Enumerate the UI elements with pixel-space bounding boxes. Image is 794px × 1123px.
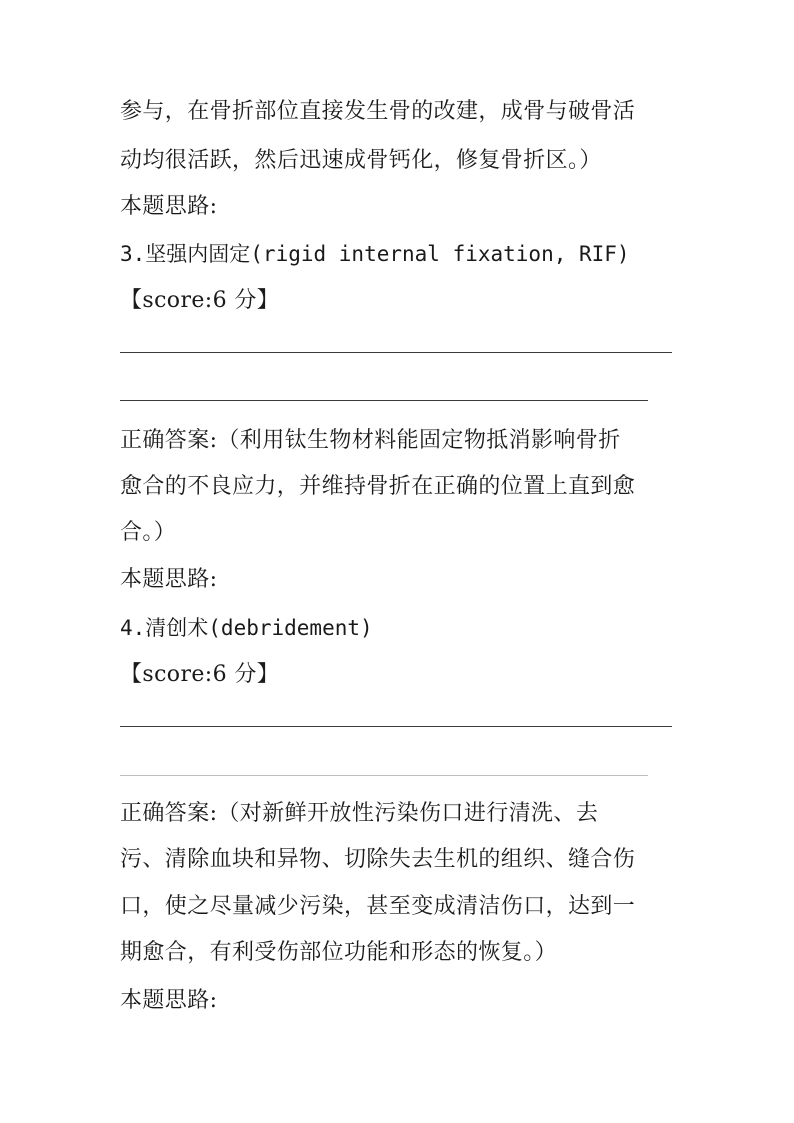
q3-answer-blank-line-1 — [120, 352, 672, 353]
q4-answer-blank-line-1 — [120, 726, 672, 727]
q2-answer-line-2: 动均很活跃，然后迅速成骨钙化，修复骨折区。） — [120, 148, 602, 173]
q2-answer-line-1: 参与，在骨折部位直接发生骨的改建，成骨与破骨活 — [120, 99, 636, 124]
q3-answer-line-2: 愈合的不良应力，并维持骨折在正确的位置上直到愈 — [120, 474, 636, 499]
q3-title: 3.坚强内固定(rigid internal fixation, RIF) — [120, 242, 630, 266]
q4-answer-line-1: 正确答案:（对新鲜开放性污染伤口进行清洗、去 — [120, 801, 599, 826]
q4-hint: 本题思路: — [120, 988, 218, 1013]
q4-answer-line-2: 污、清除血块和异物、切除失去生机的组织、缝合伤 — [120, 847, 636, 872]
q3-hint: 本题思路: — [120, 567, 218, 592]
q4-score: 【score:6 分】 — [120, 662, 280, 687]
q3-score: 【score:6 分】 — [120, 288, 280, 313]
q3-answer-line-3: 合。） — [120, 520, 177, 545]
q4-answer-line-3: 口，使之尽量减少污染，甚至变成清洁伤口，达到一 — [120, 894, 636, 919]
q4-answer-blank-line-2 — [120, 775, 648, 776]
q3-answer-blank-line-2 — [120, 400, 648, 401]
q3-answer-line-1: 正确答案:（利用钛生物材料能固定物抵消影响骨折 — [120, 428, 621, 453]
q2-hint: 本题思路: — [120, 194, 218, 219]
q4-title: 4.清创术(debridement) — [120, 616, 373, 640]
q4-answer-line-4: 期愈合，有利受伤部位功能和形态的恢复。） — [120, 940, 558, 965]
